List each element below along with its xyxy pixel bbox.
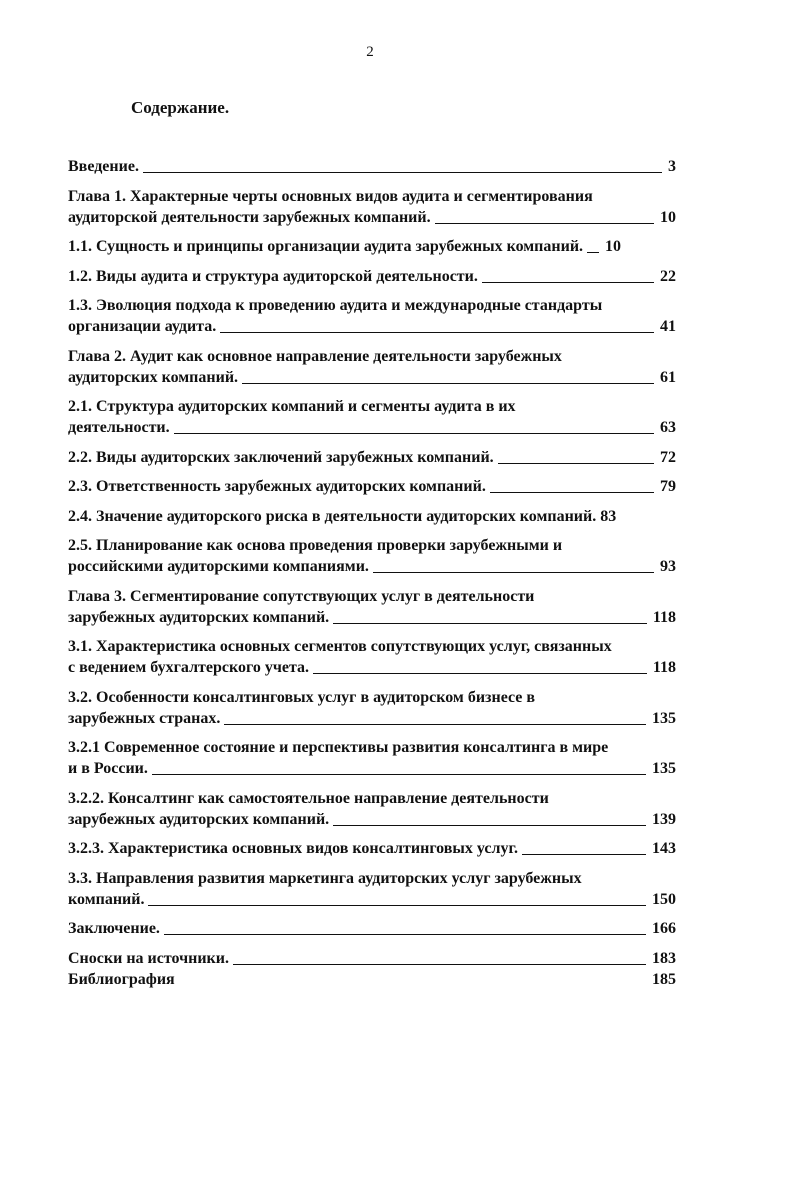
dot-leader xyxy=(498,463,654,464)
toc-page-number: 118 xyxy=(652,608,676,626)
toc-entry-row xyxy=(68,607,676,628)
toc-entry xyxy=(68,948,676,969)
toc-entry xyxy=(68,969,676,990)
toc-entry-row xyxy=(68,918,676,939)
toc-entry-row xyxy=(68,506,676,527)
toc-entry xyxy=(68,266,676,287)
dot-leader xyxy=(435,223,654,224)
toc-entry-text: 2.3. Ответственность зарубежных аудиторских компаний. xyxy=(68,478,486,495)
toc-entry-text: с ведением бухгалтерского учета. xyxy=(68,659,310,676)
toc-page-number: 139 xyxy=(652,810,676,828)
toc-page-number: 135 xyxy=(652,709,676,727)
toc-page-number: 118 xyxy=(652,659,676,676)
toc-entry-row xyxy=(68,417,676,438)
toc-page-number: 135 xyxy=(652,760,676,777)
dot-leader xyxy=(220,332,654,333)
toc-entry-text: 2.5. Планирование как основа проведения проверки зарубежными и xyxy=(68,537,563,554)
dot-leader xyxy=(373,572,654,573)
toc-entry-row xyxy=(68,207,676,228)
dot-leader xyxy=(174,433,654,434)
toc-entry-text: 3.2.3. Характеристика основных видов консалтинговых услуг. xyxy=(68,840,518,857)
toc-page-number: 10 xyxy=(660,208,676,226)
page-number: 2 xyxy=(366,44,374,60)
toc-entry xyxy=(68,788,676,830)
toc-entry xyxy=(68,535,676,577)
dot-leader xyxy=(148,905,646,906)
toc-page-number: 3 xyxy=(668,158,676,175)
dot-leader xyxy=(224,724,646,725)
toc-entry xyxy=(68,396,676,438)
toc-entry-text: организации аудита. xyxy=(68,318,217,335)
toc-title: Содержание. xyxy=(131,98,230,117)
toc-entry-row xyxy=(68,708,676,729)
toc-entry-text: и в России. xyxy=(68,760,148,777)
toc-page-number: 93 xyxy=(660,558,676,575)
toc-entry xyxy=(68,868,676,910)
toc-entry-text: Глава 2. Аудит как основное направление деятельности зарубежных xyxy=(68,347,562,365)
dot-leader xyxy=(490,492,654,493)
toc-entry-row xyxy=(68,948,676,969)
toc-entry-row xyxy=(68,969,676,990)
toc-entry-row xyxy=(68,889,676,910)
toc-entry-text: 3.3. Направления развития маркетинга аудиторских услуг зарубежных xyxy=(68,869,582,887)
toc-entry-text: компаний. xyxy=(68,890,145,908)
toc-page-number: 22 xyxy=(660,267,676,285)
toc-entry-row xyxy=(68,266,676,287)
toc-entry-text: Введение. xyxy=(68,158,139,175)
toc-entry xyxy=(68,636,676,678)
toc-entry-text: аудиторских компаний. xyxy=(68,368,239,386)
toc-entry-row xyxy=(68,316,676,337)
toc-entry-text: 1.3. Эволюция подхода к проведению аудита и международные стандарты xyxy=(68,297,603,314)
toc-entry-text: деятельности. xyxy=(68,419,170,436)
dot-leader xyxy=(143,172,662,173)
dot-leader xyxy=(242,383,654,384)
toc-entry xyxy=(68,918,676,939)
toc-entry-row xyxy=(68,809,676,830)
toc-entry-text: 2.1. Структура аудиторских компаний и сегменты аудита в их xyxy=(68,398,516,415)
toc-page-number: 185 xyxy=(652,970,676,988)
toc-page-number: 79 xyxy=(660,478,676,495)
toc-entry-row xyxy=(68,657,676,678)
toc-entry xyxy=(68,586,676,628)
toc-entry-text: 2.4. Значение аудиторского риска в деятельности аудиторских компаний. xyxy=(68,507,597,525)
toc-entry-text: 3.1. Характеристика основных сегментов сопутствующих услуг, связанных xyxy=(68,638,612,655)
toc-entry-text: 3.2.2. Консалтинг как самостоятельное направление деятельности xyxy=(68,789,549,807)
toc-entry xyxy=(68,236,676,257)
toc-page-number: 10 xyxy=(605,238,622,255)
toc-entry-text: зарубежных странах. xyxy=(68,709,221,727)
toc-page-number: 83 xyxy=(600,507,617,525)
toc-entry xyxy=(68,156,676,177)
toc-entry xyxy=(68,346,676,388)
toc-entry-text: 1.2. Виды аудита и структура аудиторской деятельности. xyxy=(68,267,478,285)
table-of-contents xyxy=(68,156,676,998)
toc-entry-text: зарубежных аудиторских компаний. xyxy=(68,810,330,828)
toc-entry xyxy=(68,447,676,468)
toc-entry xyxy=(68,687,676,729)
toc-page-number: 72 xyxy=(660,448,676,466)
toc-page-number: 183 xyxy=(652,949,676,967)
toc-entry-text: 3.2. Особенности консалтинговых услуг в аудиторском бизнесе в xyxy=(68,688,536,706)
dot-leader xyxy=(482,282,654,283)
toc-page-number: 61 xyxy=(660,368,676,386)
toc-page-number: 166 xyxy=(652,920,676,937)
toc-entry-text: 2.2. Виды аудиторских заключений зарубежных компаний. xyxy=(68,448,494,466)
toc-entry-row xyxy=(68,236,676,257)
dot-leader xyxy=(587,252,599,253)
toc-entry-row xyxy=(68,156,676,177)
toc-entry-text: Глава 1. Характерные черты основных видов аудита и сегментирования xyxy=(68,187,593,205)
toc-entry-row xyxy=(68,758,676,779)
toc-entry xyxy=(68,838,676,859)
toc-entry-text: 1.1. Сущность и принципы организации аудита зарубежных компаний. xyxy=(68,238,584,255)
toc-entry-text: Заключение. xyxy=(68,920,160,937)
dot-leader xyxy=(313,673,647,674)
toc-page-number: 41 xyxy=(660,318,676,335)
toc-entry xyxy=(68,295,676,337)
toc-page-number: 150 xyxy=(652,890,676,908)
toc-entry-row xyxy=(68,556,676,577)
dot-leader xyxy=(522,854,646,855)
toc-entry-text: российскими аудиторскими компаниями. xyxy=(68,558,369,575)
toc-entry-row xyxy=(68,838,676,859)
toc-entry xyxy=(68,506,676,527)
toc-entry-text: Библиография xyxy=(68,970,175,988)
toc-entry-row xyxy=(68,367,676,388)
dot-leader xyxy=(233,964,646,965)
toc-entry-text: Глава 3. Сегментирование сопутствующих услуг в деятельности xyxy=(68,587,535,605)
toc-page-number: 63 xyxy=(660,419,676,436)
toc-entry-text: аудиторской деятельности зарубежных компаний. xyxy=(68,208,431,226)
dot-leader xyxy=(164,934,646,935)
toc-entry xyxy=(68,737,676,779)
toc-entry-text: Сноски на источники. xyxy=(68,949,229,967)
toc-entry-row xyxy=(68,447,676,468)
toc-entry-row xyxy=(68,476,676,497)
dot-leader xyxy=(333,825,646,826)
toc-page-number: 143 xyxy=(652,840,676,857)
toc-entry-text: зарубежных аудиторских компаний. xyxy=(68,608,330,626)
toc-entry-text: 3.2.1 Современное состояние и перспективы развития консалтинга в мире xyxy=(68,739,609,756)
toc-entry xyxy=(68,186,676,228)
dot-leader xyxy=(152,774,646,775)
toc-entry xyxy=(68,476,676,497)
dot-leader xyxy=(333,623,647,624)
